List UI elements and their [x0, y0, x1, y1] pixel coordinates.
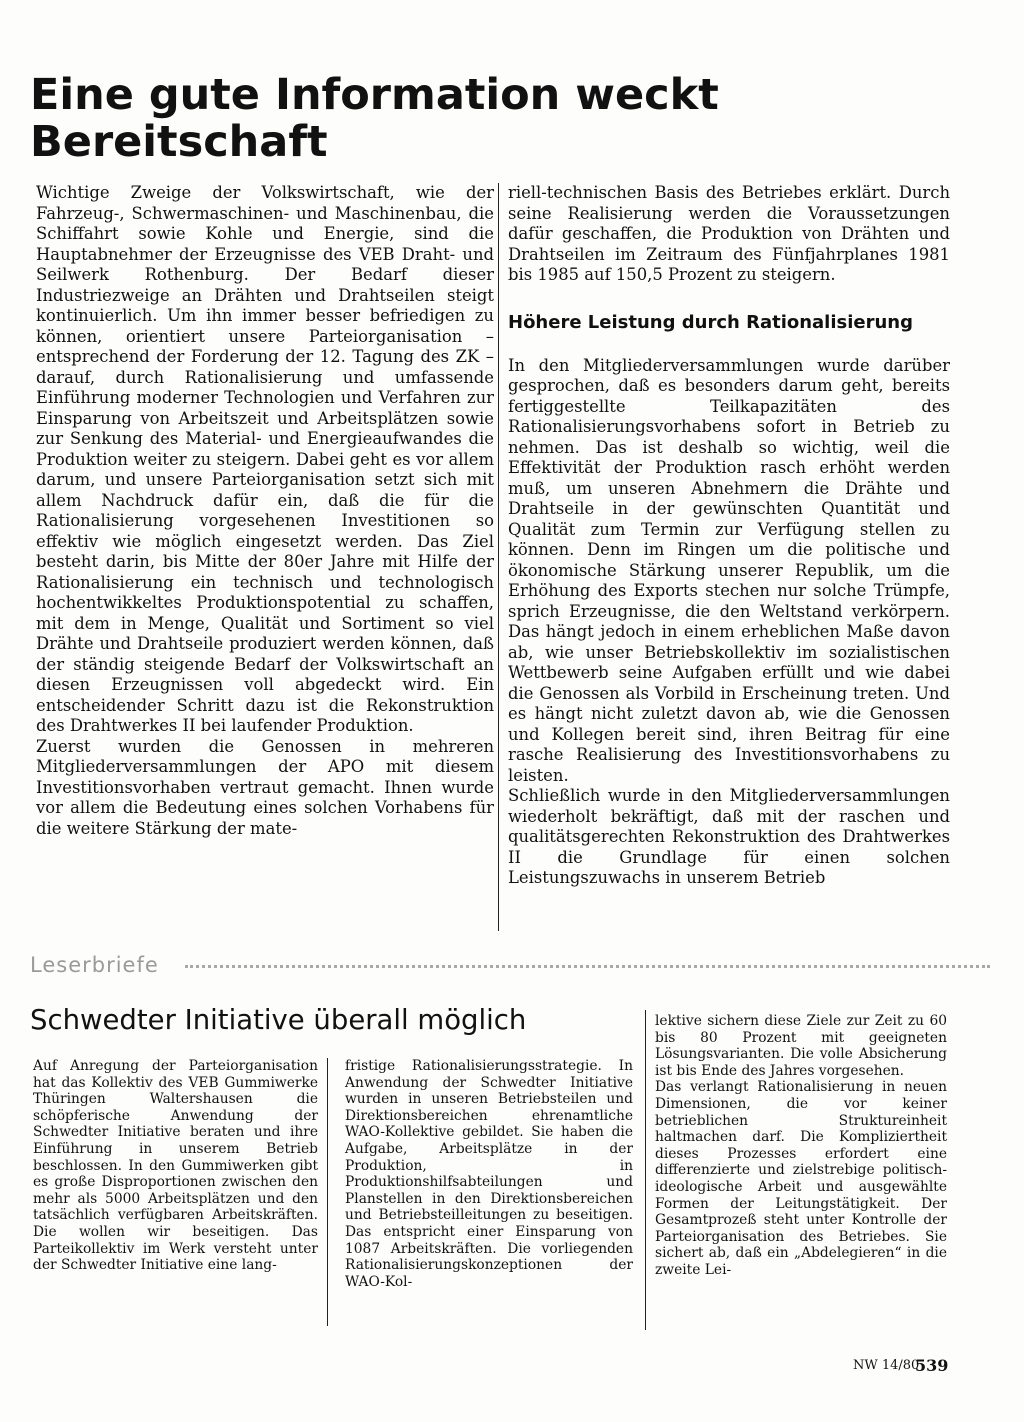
paragraph: lektive sichern diese Ziele zur Zeit zu 60 bis 80 Prozent mit geeigneten Lösungsvarianten. Die volle Absicherung ist bis Ende des Jahres vorgesehen. [655, 1013, 947, 1079]
article-headline: Eine gute Information weckt Bereitschaft [30, 70, 719, 168]
page-number: 539 [915, 1356, 949, 1375]
section-label-leserbriefe: Leserbriefe [30, 953, 159, 977]
paragraph: Das verlangt Rationalisierung in neuen Dimensionen, die vor keiner betrieblichen Struktureinheit haltmachen darf. Die Kompliziertheit dieses Prozesses erfordert eine differenzierte und zielstrebige politisch-ideologische Arbeit und ausgewählte Formen der Leitungstätigkeit. Der Gesamtprozeß steht unter Kontrolle der Parteiorganisation des Betriebes. Sie sichert ab, daß ein „Abdelegieren“ in die zweite Lei- [655, 1079, 947, 1278]
paragraph: Auf Anregung der Parteiorganisation hat das Kollektiv des VEB Gummiwerke Thüringen Waltershausen die schöpferische Anwendung der Schwedter Initiative beraten und ihre Einführung in unserem Betrieb beschlossen. In den Gummiwerken gibt es große Disproportionen zwischen den mehr als 5000 Arbeitsplätzen und den tatsächlich verfügbaren Arbeitskräften. Die wollen wir beseitigen. Das Parteikollektiv im Werk versteht unter der Schwedter Initiative eine lang- [33, 1058, 318, 1274]
issue-reference: NW 14/80 [853, 1358, 920, 1373]
letter-column-3 [655, 1013, 947, 1279]
column-divider [327, 1058, 328, 1326]
article-left-column [36, 183, 494, 839]
paragraph: Zuerst wurden die Genossen in mehreren Mitgliederversammlungen der APO mit diesem Investitionsvorhaben vertraut gemacht. Ihnen wurde vor allem die Bedeutung eines solchen Vorhabens für die weitere Stärkung der mate- [36, 736, 494, 838]
paragraph: Schließlich wurde in den Mitgliederversammlungen wiederholt bekräftigt, daß mit der raschen und qualitätsgerechten Rekonstruktion des Drahtwerkes II die Grundlage für einen solchen Leistungszuwachs in unserem Betrieb [508, 786, 950, 887]
letter-column-1 [33, 1058, 318, 1274]
article-right-column [508, 183, 950, 889]
section-subheading: Höhere Leistung durch Rationalisierung [508, 311, 914, 333]
letter-headline: Schwedter Initiative überall möglich [30, 1004, 527, 1036]
paragraph: In den Mitgliederversammlungen wurde darüber gesprochen, daß es besonders darum geht, bereits fertiggestellte Teilkapazitäten des Rationalisierungsvorhabens sofort in Betrieb zu nehmen. Das ist deshalb so wichtig, weil die Effektivität der Produktion rasch erhöht werden muß, um unseren Abnehmern die Drähte und Drahtseile in der gewünschten Quantität und Qualität zum Termin zur Verfügung stellen zu können. Denn im Ringen um die politische und ökonomische Stärkung unserer Republik, um die Erhöhung des Exports stechen nur solche Trümpfe, sprich Erzeugnisse, die den Weltstand verkörpern. Das hängt jedoch in einem erheblichen Maße davon ab, wie unser Betriebskollektiv im sozialistischen Wettbewerb seine Aufgaben erfüllt und wie dabei die Genossen als Vorbild in Erscheinung treten. Und es hängt nicht zuletzt davon ab, wie die Genossen und Kollegen bereit sind, ihren Beitrag für eine rasche Realisierung des Investitionsvorhabens zu leisten. [508, 355, 950, 785]
paragraph: fristige Rationalisierungsstrategie. In Anwendung der Schwedter Initiative wurden in unseren Betriebsteilen und Direktionsbereichen ehrenamtliche WAO-Kollektive gebildet. Sie haben die Aufgabe, Arbeitsplätze in der Produktion, in Produktionshilfsabteilungen und Planstellen in den Direktionsbereichen und Betriebsteilleitungen zu beseitigen. Das entspricht einer Einsparung von 1087 Arbeitskräften. Die vorliegenden Rationalisierungskonzeptionen der WAO-Kol- [345, 1058, 633, 1290]
paragraph: riell-technischen Basis des Betriebes erklärt. Durch seine Realisierung werden die Voraussetzungen dafür geschaffen, die Produktion von Drähten und Drahtseilen im Zeitraum des Fünfjahrplanes 1981 bis 1985 auf 150,5 Prozent zu steigern. [508, 183, 950, 284]
paragraph: Wichtige Zweige der Volkswirtschaft, wie der Fahrzeug-, Schwermaschinen- und Maschinenbau, die Schiffahrt sowie Kohle und Energie, sind die Hauptabnehmer der Erzeugnisse des VEB Draht- und Seilwerk Rothenburg. Der Bedarf dieser Industriezweige an Drähten und Drahtseilen steigt kontinuierlich. Um ihn immer besser befriedigen zu können, orientiert unsere Parteiorganisation – entsprechend der Forderung der 12. Tagung des ZK – darauf, durch Rationalisierung und umfassende Einführung moderner Technologien und Verfahren zur Einsparung von Arbeitszeit und Arbeitsplätzen sowie zur Senkung des Material- und Energieaufwandes die Produktion weiter zu steigern. Dabei geht es vor allem darum, und unsere Parteiorganisation setzt sich mit allem Nachdruck dafür ein, daß die für die Rationalisierung vorgesehenen Investitionen so effektiv wie möglich eingesetzt werden. Das Ziel besteht darin, bis Mitte der 80er Jahre mit Hilfe der Rationalisierung ein technisch und technologisch hochentwikkeltes Produktionspotential zu schaffen, mit dem in Menge, Qualität und Sortiment so viel Drähte und Drahtseile produziert werden können, daß der ständig steigende Bedarf der Volkswirtschaft an diesen Erzeugnissen voll abgedeckt wird. Ein entscheidender Schritt dazu ist die Rekonstruktion des Drahtwerkes II bei laufender Produktion. [36, 183, 494, 735]
section-divider [185, 965, 990, 968]
column-divider [498, 183, 499, 931]
letter-column-2 [345, 1058, 633, 1290]
column-divider [645, 1010, 646, 1330]
